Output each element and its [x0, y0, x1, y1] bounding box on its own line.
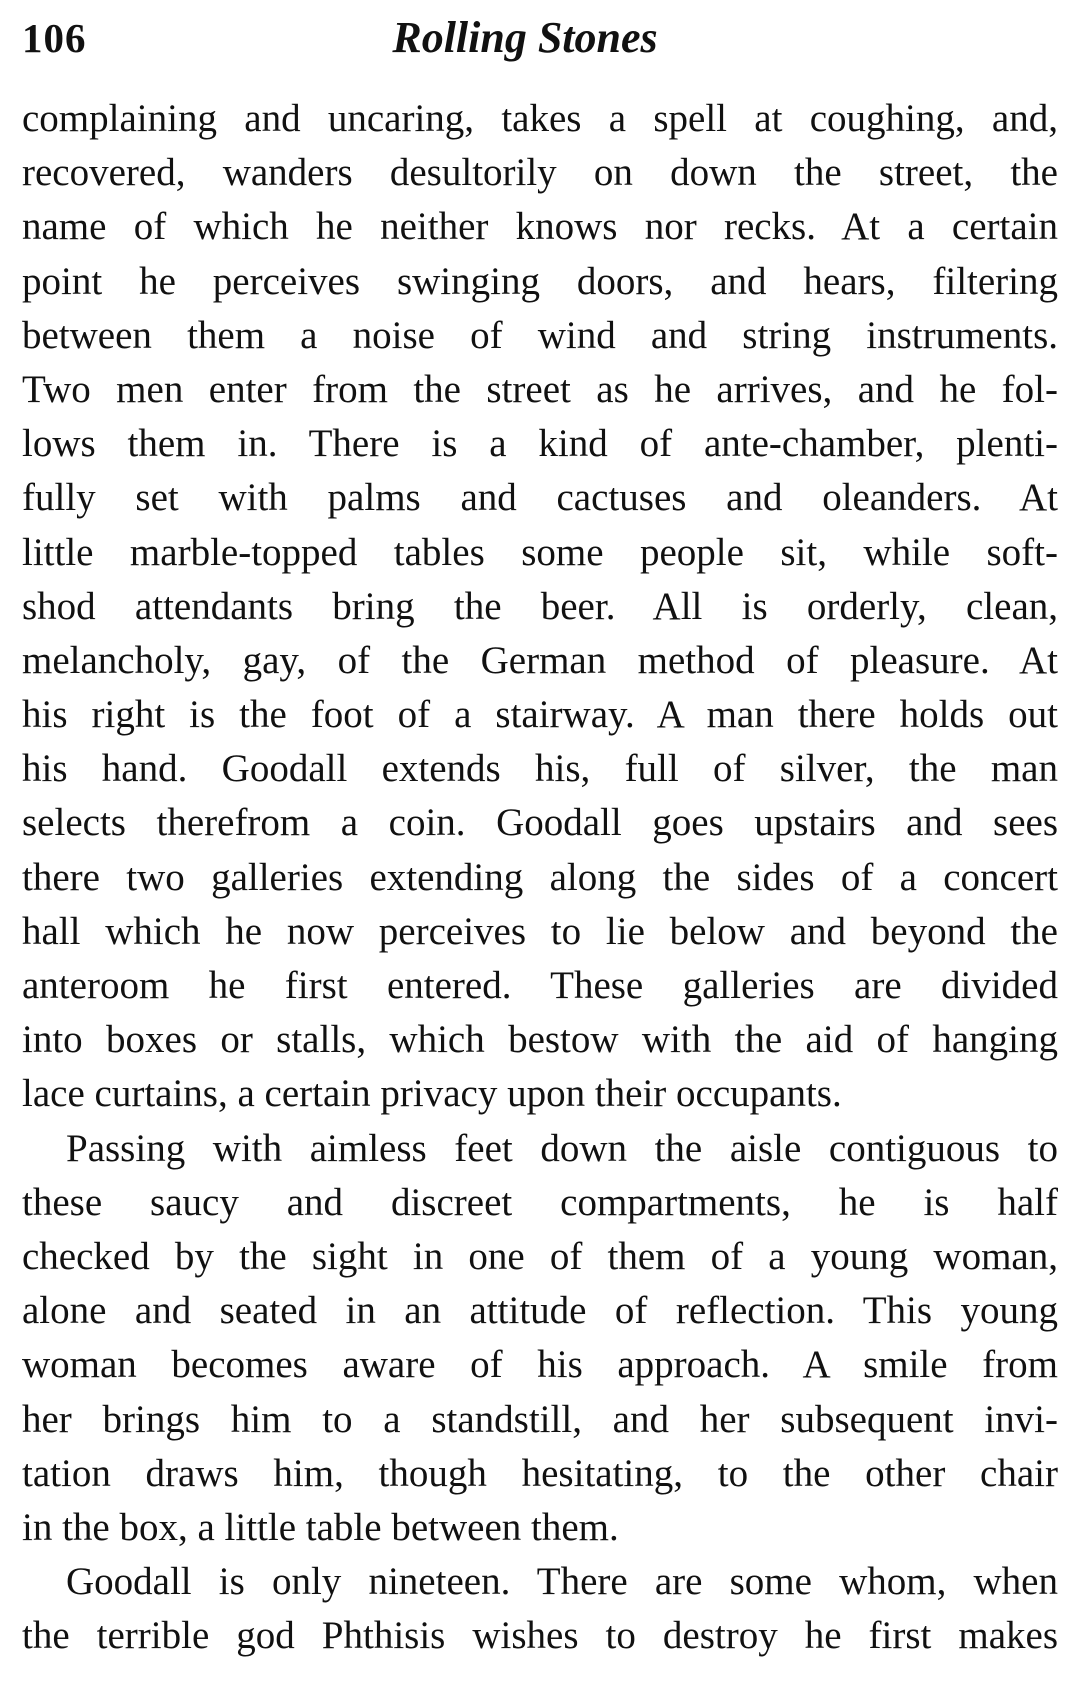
text-line: Passing with aimless feet down the aisle contiguous to [66, 1126, 1058, 1170]
text-line: point he perceives swinging doors, and hears, filtering [22, 259, 1058, 303]
text-line: anteroom he first entered. These galleries are divided [22, 964, 1058, 1007]
text-line: alone and seated in an attitude of reflection. This young [22, 1289, 1058, 1333]
text-line: lace curtains, a certain privacy upon their occupants. [22, 1072, 842, 1116]
text-line: there two galleries extending along the sides of a concert [22, 855, 1058, 899]
text-line: tation draws him, though hesitating, to the other chair [22, 1451, 1058, 1495]
text-line: melancholy, gay, of the German method of pleasure. At [22, 638, 1058, 682]
running-title: Rolling Stones [392, 13, 658, 62]
text-line: fully set with palms and cactuses and oleanders. At [22, 476, 1058, 520]
text-line: into boxes or stalls, which bestow with the aid of hanging [22, 1018, 1058, 1062]
text-line: recovered, wanders desultorily on down the street, the [22, 151, 1058, 195]
text-line: Two men enter from the street as he arrives, and he fol- [22, 367, 1058, 411]
text-line: name of which he neither knows nor recks. At a certain [22, 205, 1058, 249]
text-line: the terrible god Phthisis wishes to destroy he first makes [22, 1614, 1058, 1658]
text-line: his hand. Goodall extends his, full of silver, the man [22, 747, 1058, 791]
body-text [22, 92, 1058, 1663]
text-line: his right is the foot of a stairway. A man there holds out [22, 693, 1058, 737]
text-line: woman becomes aware of his approach. A smile from [22, 1343, 1058, 1387]
book-page [22, 0, 1058, 1697]
page-number: 106 [22, 15, 87, 61]
running-head [22, 0, 1058, 92]
text-line: these saucy and discreet compartments, he is half [22, 1180, 1058, 1224]
text-line: lows them in. There is a kind of ante-chamber, plenti- [22, 422, 1058, 466]
text-line: in the box, a little table between them. [22, 1505, 619, 1549]
text-line: Goodall is only nineteen. There are some whom, when [66, 1560, 1058, 1604]
text-line: between them a noise of wind and string instruments. [22, 313, 1058, 357]
text-line: little marble-topped tables some people sit, while soft- [22, 530, 1058, 574]
text-line: shod attendants bring the beer. All is orderly, clean, [22, 584, 1058, 628]
text-line: selects therefrom a coin. Goodall goes upstairs and sees [22, 801, 1058, 845]
text-line: hall which he now perceives to lie below and beyond the [22, 909, 1058, 953]
text-line: checked by the sight in one of them of a young woman, [22, 1234, 1058, 1278]
text-line: complaining and uncaring, takes a spell at coughing, and, [22, 97, 1058, 140]
text-line: her brings him to a standstill, and her subsequent invi- [22, 1397, 1058, 1441]
